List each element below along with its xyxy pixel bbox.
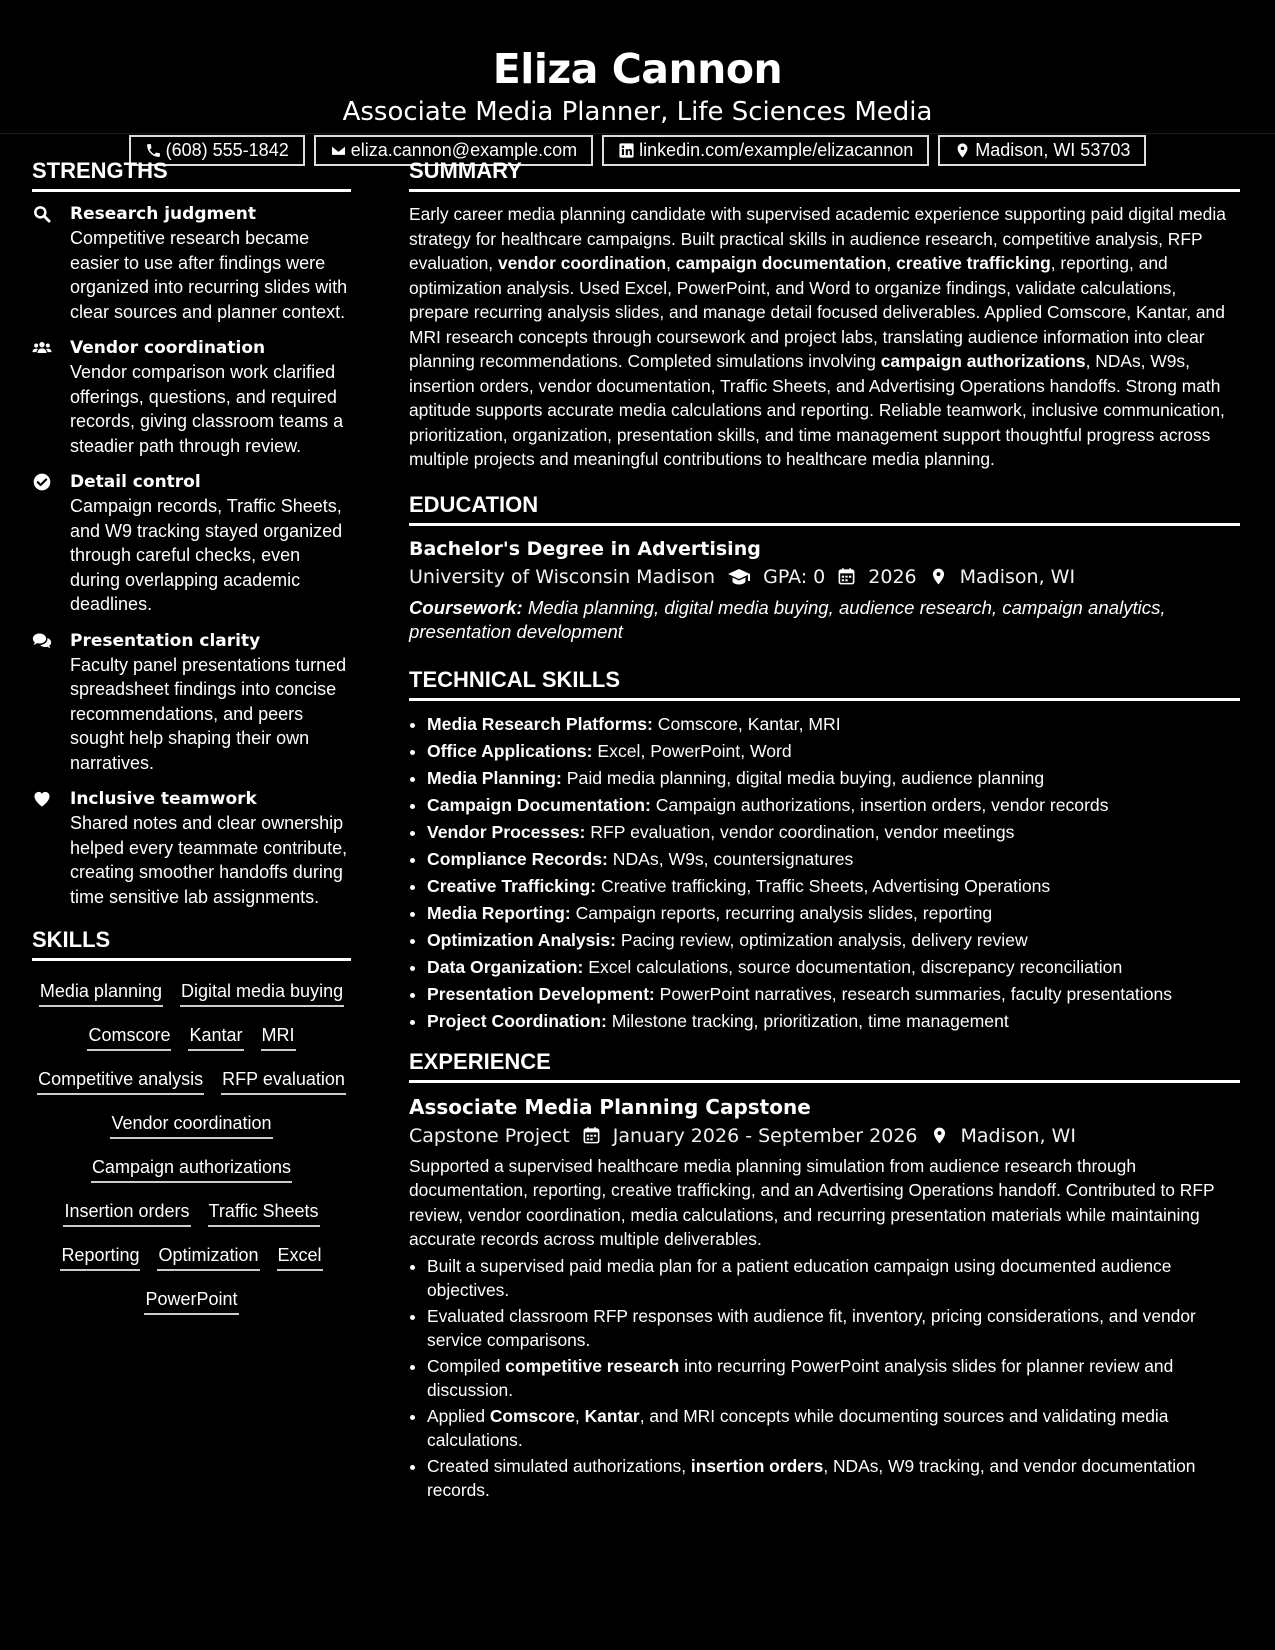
technical-skill-value: Pacing review, optimization analysis, delivery review xyxy=(616,929,1028,950)
skill-tag: Excel xyxy=(277,1243,323,1271)
job-bullet-bold: competitive research xyxy=(505,1355,680,1376)
contact-linkedin-text: linkedin.com/example/elizacannon xyxy=(639,140,914,160)
technical-skill-label: Creative Trafficking: xyxy=(427,875,597,896)
strengths-heading: STRENGTHS xyxy=(32,158,351,192)
technical-skill-item xyxy=(427,873,1240,900)
skill-tag: Reporting xyxy=(60,1243,140,1271)
technical-skill-item xyxy=(427,792,1240,819)
job-title: Associate Media Planning Capstone xyxy=(409,1094,811,1119)
strength-item xyxy=(32,629,351,776)
strength-desc: Vendor comparison work clarified offerings, questions, and required records, giving classroom teams a steadier path through review. xyxy=(70,362,344,456)
strength-item xyxy=(32,336,351,458)
technical-skill-item xyxy=(427,900,1240,927)
left-column xyxy=(32,134,351,1504)
coursework-text: Media planning, digital media buying, audience research, campaign analytics, presentation development xyxy=(409,596,1166,642)
technical-skill-value: Paid media planning, digital media buying, audience planning xyxy=(561,767,1045,788)
strength-title: Presentation clarity xyxy=(70,630,261,651)
strength-desc: Competitive research became easier to use after findings were organized into recurring slides with clear sources and planner context. xyxy=(70,228,348,322)
school-name: University of Wisconsin Madison xyxy=(409,565,716,588)
job-bullet-text: into recurring PowerPoint analysis slides for planner review and discussion. xyxy=(427,1355,1174,1400)
education-heading: EDUCATION xyxy=(409,492,1240,526)
skill-tag: Comscore xyxy=(87,1023,171,1051)
summary-heading: SUMMARY xyxy=(409,158,1240,192)
contact-location-text: Madison, WI 53703 xyxy=(975,140,1131,160)
technical-skills-list xyxy=(409,711,1240,1035)
technical-skill-value: Excel calculations, source documentation, discrepancy reconciliation xyxy=(583,956,1123,977)
job-dates: January 2026 - September 2026 xyxy=(612,1124,918,1147)
summary-text: , reporting, and optimization analysis. Used Excel, PowerPoint, and Word to organize findings, validate calculations, prepare recurring analysis slides, and manage detail focused deliverables. Applied Comscore, Kantar, and MRI research concepts through coursework and project labs, translating audience information into clear planning recommendations. Completed simulations involving xyxy=(409,253,1225,371)
users-icon xyxy=(32,338,52,358)
technical-skill-item xyxy=(427,765,1240,792)
resume-header xyxy=(0,0,1275,160)
technical-skill-label: Data Organization: xyxy=(427,956,584,977)
technical-skill-item xyxy=(427,738,1240,765)
coursework xyxy=(409,596,1240,645)
job-bullet xyxy=(427,1404,1240,1453)
summary-text: Early career media planning candidate with supervised academic experience supporting paid digital media strategy for healthcare campaigns. Built practical skills in audience research, competitive analysis, RFP evaluation, xyxy=(409,204,1226,273)
job-bullet-text: Created simulated authorizations, xyxy=(427,1455,691,1476)
job-bullet-text: Applied xyxy=(427,1405,490,1426)
strength-title: Detail control xyxy=(70,472,201,492)
education-location: Madison, WI xyxy=(959,565,1076,588)
job-location: Madison, WI xyxy=(960,1124,1076,1147)
candidate-name: Eliza Cannon xyxy=(492,45,783,93)
technical-skill-label: Media Planning: xyxy=(427,767,562,788)
job-bullet xyxy=(427,1254,1240,1303)
technical-skill-value: NDAs, W9s, countersignatures xyxy=(607,848,854,869)
education-meta xyxy=(409,562,1240,592)
job-bullet-bold: insertion orders xyxy=(690,1455,824,1476)
skill-tag: PowerPoint xyxy=(144,1287,238,1315)
technical-skill-item xyxy=(427,819,1240,846)
skill-tag: Media planning xyxy=(39,979,163,1007)
job-bullet-text: , and MRI concepts while documenting sources and validating media calculations. xyxy=(427,1405,1169,1450)
location-pin-icon xyxy=(930,1126,949,1145)
heart-icon xyxy=(32,789,52,809)
job-bullet xyxy=(427,1354,1240,1403)
graduation-year: 2026 xyxy=(868,565,917,588)
strength-title: Inclusive teamwork xyxy=(70,789,257,809)
skill-tag: Optimization xyxy=(157,1243,259,1271)
job-bullet-text: , xyxy=(574,1405,585,1426)
job-bullet-bold: Kantar xyxy=(584,1405,640,1426)
job-bullet xyxy=(427,1304,1240,1353)
skill-tag: Traffic Sheets xyxy=(208,1199,320,1227)
job-bullet xyxy=(427,1454,1240,1503)
skill-tag: Competitive analysis xyxy=(37,1067,204,1095)
skills-heading: SKILLS xyxy=(32,927,351,961)
technical-skill-value: PowerPoint narratives, research summaries, faculty presentations xyxy=(654,983,1173,1004)
technical-skill-value: Comscore, Kantar, MRI xyxy=(652,713,841,734)
job-bullet-text: Compiled xyxy=(427,1355,506,1376)
job-bullet-text: , NDAs, W9 tracking, and vendor documentation records. xyxy=(427,1455,1196,1500)
skill-tag: MRI xyxy=(261,1023,296,1051)
experience-heading: EXPERIENCE xyxy=(409,1049,1240,1083)
calendar-icon xyxy=(837,567,856,586)
technical-skill-label: Vendor Processes: xyxy=(427,821,586,842)
technical-skill-value: Excel, PowerPoint, Word xyxy=(592,740,792,761)
job-bullet-text: Built a supervised paid media plan for a patient education campaign using documented audience objectives. xyxy=(427,1255,1172,1300)
job-bullets xyxy=(409,1254,1240,1503)
strength-item xyxy=(32,202,351,324)
summary-bold: vendor coordination xyxy=(497,253,667,273)
comments-icon xyxy=(32,631,52,651)
job-meta xyxy=(409,1121,1240,1151)
technical-skill-label: Project Coordination: xyxy=(427,1010,607,1031)
summary-text xyxy=(409,202,1240,472)
search-icon xyxy=(32,204,52,224)
check-circle-icon xyxy=(32,472,52,492)
right-column xyxy=(409,134,1240,1504)
technical-skill-label: Compliance Records: xyxy=(427,848,608,869)
technical-skill-item xyxy=(427,954,1240,981)
contact-email-text: eliza.cannon@example.com xyxy=(350,140,578,160)
strength-desc: Campaign records, Traffic Sheets, and W9 tracking stayed organized through careful checks, even during overlapping academic deadlines. xyxy=(70,496,343,614)
summary-text: , NDAs, W9s, insertion orders, vendor documentation, Traffic Sheets, and Advertising Operations handoffs. Strong math aptitude supports accurate media calculations and reporting. Reliable teamwork, inclusive communication, prioritization, organization, presentation skills, and time management support thoughtful progress across multiple projects and meaningful contributions to healthcare media planning. xyxy=(409,351,1225,469)
technical-skill-value: Campaign reports, recurring analysis slides, reporting xyxy=(570,902,993,923)
strength-item xyxy=(32,787,351,909)
candidate-title: Associate Media Planner, Life Sciences Media xyxy=(342,97,933,127)
skill-tag: Digital media buying xyxy=(180,979,344,1007)
technical-skill-label: Campaign Documentation: xyxy=(427,794,651,815)
summary-text: , xyxy=(666,253,676,273)
technical-skill-item xyxy=(427,711,1240,738)
summary-bold: campaign authorizations xyxy=(880,351,1086,371)
summary-bold: campaign documentation xyxy=(675,253,887,273)
technical-skill-label: Media Reporting: xyxy=(427,902,571,923)
technical-skill-label: Presentation Development: xyxy=(427,983,655,1004)
technical-skill-item xyxy=(427,981,1240,1008)
technical-skill-item xyxy=(427,846,1240,873)
technical-skills-heading: TECHNICAL SKILLS xyxy=(409,667,1240,701)
strength-desc: Faculty panel presentations turned spreadsheet findings into concise recommendations, and peers sought help shaping their own narratives. xyxy=(70,654,347,773)
job-bullet-text: Evaluated classroom RFP responses with audience fit, inventory, pricing considerations, and vendor service comparisons. xyxy=(427,1305,1196,1350)
technical-skill-item xyxy=(427,927,1240,954)
summary-bold: creative trafficking xyxy=(896,253,1051,273)
job-description: Supported a supervised healthcare media planning simulation from audience research through documentation, reporting, creative trafficking, and an Advertising Operations handoff. Contributed to RFP review, vendor coordination, media calculations, and recurring presentation materials while maintaining accurate records across multiple deliverables. xyxy=(409,1155,1215,1249)
skill-tag: Vendor coordination xyxy=(110,1111,272,1139)
strength-title: Vendor coordination xyxy=(70,338,266,358)
technical-skill-label: Office Applications: xyxy=(427,740,593,761)
job-bullet-bold: Comscore xyxy=(489,1405,575,1426)
calendar-icon xyxy=(582,1126,601,1145)
technical-skill-label: Media Research Platforms: xyxy=(427,713,653,734)
gpa-text: GPA: 0 xyxy=(763,565,826,588)
technical-skill-value: Milestone tracking, prioritization, time management xyxy=(606,1010,1009,1031)
strength-desc: Shared notes and clear ownership helped every teammate contribute, creating smoother handoffs during time sensitive lab assignments. xyxy=(70,813,348,907)
technical-skill-value: Creative trafficking, Traffic Sheets, Advertising Operations xyxy=(596,875,1051,896)
strength-item xyxy=(32,470,351,617)
graduation-cap-icon xyxy=(727,565,751,589)
job-org: Capstone Project xyxy=(409,1124,570,1147)
technical-skill-label: Optimization Analysis: xyxy=(427,929,616,950)
technical-skill-item xyxy=(427,1008,1240,1035)
contact-phone-text: (608) 555-1842 xyxy=(165,140,289,160)
skill-tag: Kantar xyxy=(188,1023,243,1051)
technical-skill-value: RFP evaluation, vendor coordination, vendor meetings xyxy=(585,821,1015,842)
skill-tag: RFP evaluation xyxy=(221,1067,346,1095)
skill-tag: Insertion orders xyxy=(63,1199,190,1227)
coursework-label: Coursework: xyxy=(409,596,523,618)
summary-text: , xyxy=(886,253,897,273)
location-pin-icon xyxy=(929,567,948,586)
degree-title: Bachelor's Degree in Advertising xyxy=(409,537,761,560)
skills-list xyxy=(32,971,351,1315)
strength-title: Research judgment xyxy=(70,204,256,224)
skill-tag: Campaign authorizations xyxy=(91,1155,292,1183)
technical-skill-value: Campaign authorizations, insertion orders, vendor records xyxy=(650,794,1109,815)
